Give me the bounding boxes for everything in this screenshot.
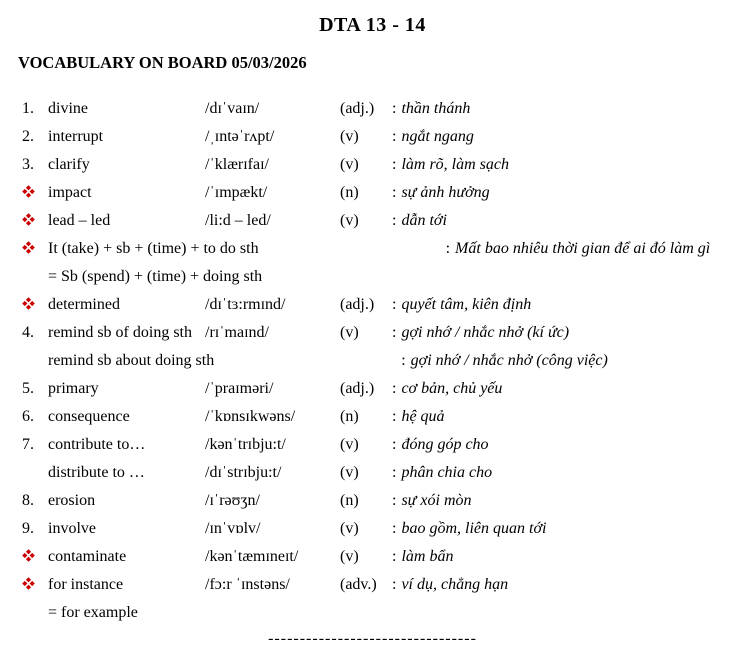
entry-number: 5. xyxy=(22,380,34,397)
meaning-text: thần thánh xyxy=(401,100,471,117)
entry-pos xyxy=(340,599,392,627)
entry-meaning xyxy=(401,347,745,375)
entry-meaning xyxy=(446,235,745,263)
entry-number: 1. xyxy=(22,100,34,117)
entry-meaning xyxy=(392,459,745,487)
meaning-text: quyết tâm, kiên định xyxy=(401,296,532,313)
entry-marker xyxy=(22,515,48,543)
vocab-row-5 xyxy=(22,207,745,235)
entry-word: for instance xyxy=(48,576,124,593)
entry-phonetic: /ˈkɒnsɪkwəns/ xyxy=(205,408,296,425)
meaning-colon: : xyxy=(401,352,406,369)
meaning-text: hệ quả xyxy=(401,408,445,425)
meaning-text: ngắt ngang xyxy=(401,128,474,145)
entry-pos: (n) xyxy=(340,184,359,201)
vocab-row-19 xyxy=(22,599,745,627)
entry-phonetic: /fɔ:r ˈɪnstəns/ xyxy=(205,576,290,593)
meaning-colon: : xyxy=(392,492,397,509)
meaning-colon: : xyxy=(392,380,397,397)
meaning-colon: : xyxy=(392,128,397,145)
entry-phonetic: /li:d – led/ xyxy=(205,212,271,229)
entry-phonetic: /ˈpraɪməri/ xyxy=(205,380,274,397)
entry-word: primary xyxy=(48,380,99,397)
entry-pos: (n) xyxy=(340,408,359,425)
vocab-row-2 xyxy=(22,123,745,151)
entry-meaning xyxy=(392,291,745,319)
entry-pos: (v) xyxy=(340,520,359,537)
diamond-bullet-icon xyxy=(22,213,35,226)
entry-marker xyxy=(22,403,48,431)
diamond-bullet-icon xyxy=(22,185,35,198)
entry-number: 6. xyxy=(22,408,34,425)
entry-pos: (adj.) xyxy=(340,100,375,117)
entry-marker xyxy=(22,543,48,571)
vocab-row-15 xyxy=(22,487,745,515)
entry-word: distribute to … xyxy=(48,464,145,481)
vocab-row-3 xyxy=(22,151,745,179)
vocab-row-17 xyxy=(22,543,745,571)
meaning-colon: : xyxy=(392,520,397,537)
entry-pos xyxy=(397,263,449,291)
entry-phonetic: /dɪˈvaɪn/ xyxy=(205,100,260,117)
entry-marker xyxy=(22,179,48,207)
meaning-colon: : xyxy=(392,212,397,229)
vocab-row-18 xyxy=(22,571,745,599)
meaning-colon: : xyxy=(392,324,397,341)
entry-word: determined xyxy=(48,296,120,313)
entry-number: 8. xyxy=(22,492,34,509)
vocab-row-13 xyxy=(22,431,745,459)
entry-phonetic: /ˈklærɪfaɪ/ xyxy=(205,156,269,173)
entry-pos: (v) xyxy=(340,464,359,481)
entry-marker xyxy=(22,459,48,487)
entry-word: = for example xyxy=(48,604,138,621)
meaning-colon: : xyxy=(392,464,397,481)
entry-phonetic: /ˈɪmpækt/ xyxy=(205,184,268,201)
entry-word: consequence xyxy=(48,408,130,425)
meaning-text: ví dụ, chẳng hạn xyxy=(401,576,509,593)
entry-word: interrupt xyxy=(48,128,104,145)
entry-phonetic: /ɪnˈvɒlv/ xyxy=(205,520,261,537)
meaning-text: Mất bao nhiêu thời gian để ai đó làm gì xyxy=(455,240,711,257)
entry-marker xyxy=(22,123,48,151)
meaning-text: cơ bản, chủ yếu xyxy=(401,380,503,397)
meaning-text: sự ảnh hưởng xyxy=(401,184,490,201)
entry-pos: (v) xyxy=(340,156,359,173)
entry-phonetic: /dɪˈstrɪbju:t/ xyxy=(205,464,282,481)
meaning-colon: : xyxy=(392,408,397,425)
entry-word: involve xyxy=(48,520,96,537)
entry-marker xyxy=(22,95,48,123)
vocab-row-6 xyxy=(22,235,745,263)
meaning-colon: : xyxy=(392,576,397,593)
entry-pos: (adj.) xyxy=(340,296,375,313)
footer-divider: --------------------------------- xyxy=(268,630,477,647)
vocab-row-7 xyxy=(22,263,745,291)
vocabulary-list xyxy=(0,95,745,627)
meaning-colon: : xyxy=(392,156,397,173)
vocab-row-16 xyxy=(22,515,745,543)
entry-number: 3. xyxy=(22,156,34,173)
entry-phonetic: /kənˈtæmɪneɪt/ xyxy=(205,548,299,565)
entry-pos: (v) xyxy=(340,324,359,341)
entry-phonetic xyxy=(259,235,394,263)
entry-meaning xyxy=(392,319,745,347)
meaning-colon: : xyxy=(445,240,451,257)
entry-word: contribute to… xyxy=(48,436,146,453)
entry-marker xyxy=(22,431,48,459)
entry-word: divine xyxy=(48,100,88,117)
entry-number: 7. xyxy=(22,436,34,453)
entry-marker xyxy=(22,487,48,515)
diamond-bullet-icon xyxy=(22,577,35,590)
entry-marker xyxy=(22,347,48,375)
entry-pos: (adv.) xyxy=(340,576,377,593)
entry-phonetic xyxy=(205,599,340,627)
entry-meaning xyxy=(392,571,745,599)
vocab-row-8 xyxy=(22,291,745,319)
entry-number: 2. xyxy=(22,128,34,145)
entry-word: lead – led xyxy=(48,212,111,229)
diamond-bullet-icon xyxy=(22,297,35,310)
entry-pos: (v) xyxy=(340,436,359,453)
entry-pos: (n) xyxy=(340,492,359,509)
entry-marker xyxy=(22,207,48,235)
entry-pos xyxy=(394,235,446,263)
entry-meaning xyxy=(392,515,745,543)
entry-meaning xyxy=(392,151,745,179)
entry-phonetic: /dɪˈtɜ:rmɪnd/ xyxy=(205,296,286,313)
vocab-row-14 xyxy=(22,459,745,487)
entry-pos xyxy=(349,347,401,375)
meaning-text: làm bẩn xyxy=(401,548,454,565)
entry-marker xyxy=(22,319,48,347)
meaning-colon: : xyxy=(392,436,397,453)
entry-meaning xyxy=(392,95,745,123)
entry-meaning xyxy=(392,431,745,459)
entry-word: impact xyxy=(48,184,92,201)
entry-word: remind sb about doing sth xyxy=(48,352,215,369)
vocab-row-9 xyxy=(22,319,745,347)
vocab-row-1 xyxy=(22,95,745,123)
meaning-colon: : xyxy=(392,100,397,117)
meaning-text: đóng góp cho xyxy=(401,436,489,453)
entry-word: contaminate xyxy=(48,548,127,565)
meaning-text: bao gồm, liên quan tới xyxy=(401,520,547,537)
entry-meaning xyxy=(392,179,745,207)
entry-meaning xyxy=(392,403,745,431)
meaning-text: làm rõ, làm sạch xyxy=(401,156,510,173)
entry-meaning xyxy=(392,207,745,235)
document-title: DTA 13 - 14 xyxy=(319,14,426,36)
entry-phonetic: /rɪˈmaɪnd/ xyxy=(205,324,269,341)
entry-marker xyxy=(22,235,48,263)
meaning-colon: : xyxy=(392,296,397,313)
vocabulary-heading: VOCABULARY ON BOARD 05/03/2026 xyxy=(18,53,307,72)
vocab-row-10 xyxy=(22,347,745,375)
diamond-bullet-icon xyxy=(22,241,35,254)
entry-pos: (v) xyxy=(340,548,359,565)
meaning-colon: : xyxy=(392,548,397,565)
entry-word: = Sb (spend) + (time) + doing sth xyxy=(48,268,263,285)
entry-marker xyxy=(22,291,48,319)
entry-marker xyxy=(22,263,48,291)
entry-marker xyxy=(22,151,48,179)
vocab-row-11 xyxy=(22,375,745,403)
entry-number: 4. xyxy=(22,324,34,341)
entry-meaning xyxy=(392,375,745,403)
entry-marker xyxy=(22,375,48,403)
meaning-colon: : xyxy=(392,184,397,201)
entry-pos: (adj.) xyxy=(340,380,375,397)
meaning-text: gợi nhớ / nhắc nhở (công việc) xyxy=(410,352,608,369)
entry-phonetic: /ɪˈrəʊʒn/ xyxy=(205,492,260,509)
diamond-bullet-icon xyxy=(22,549,35,562)
entry-meaning xyxy=(392,123,745,151)
entry-number: 9. xyxy=(22,520,34,537)
entry-pos: (v) xyxy=(340,128,359,145)
meaning-text: gợi nhớ / nhắc nhở (kí ức) xyxy=(401,324,570,341)
entry-phonetic: /kənˈtrɪbju:t/ xyxy=(205,436,286,453)
vocab-row-12 xyxy=(22,403,745,431)
meaning-text: dẫn tới xyxy=(401,212,447,229)
entry-word: It (take) + sb + (time) + to do sth xyxy=(48,240,259,257)
entry-marker xyxy=(22,571,48,599)
entry-phonetic xyxy=(214,347,349,375)
entry-word: remind sb of doing sth xyxy=(48,324,192,341)
entry-phonetic: /ˌɪntəˈrʌpt/ xyxy=(205,128,275,145)
entry-marker xyxy=(22,599,48,627)
entry-meaning xyxy=(392,543,745,571)
entry-pos: (v) xyxy=(340,212,359,229)
entry-meaning xyxy=(392,487,745,515)
entry-phonetic xyxy=(262,263,397,291)
meaning-text: sự xói mòn xyxy=(401,492,472,509)
entry-word: erosion xyxy=(48,492,96,509)
meaning-text: phân chia cho xyxy=(401,464,493,481)
vocab-row-4 xyxy=(22,179,745,207)
entry-word: clarify xyxy=(48,156,90,173)
